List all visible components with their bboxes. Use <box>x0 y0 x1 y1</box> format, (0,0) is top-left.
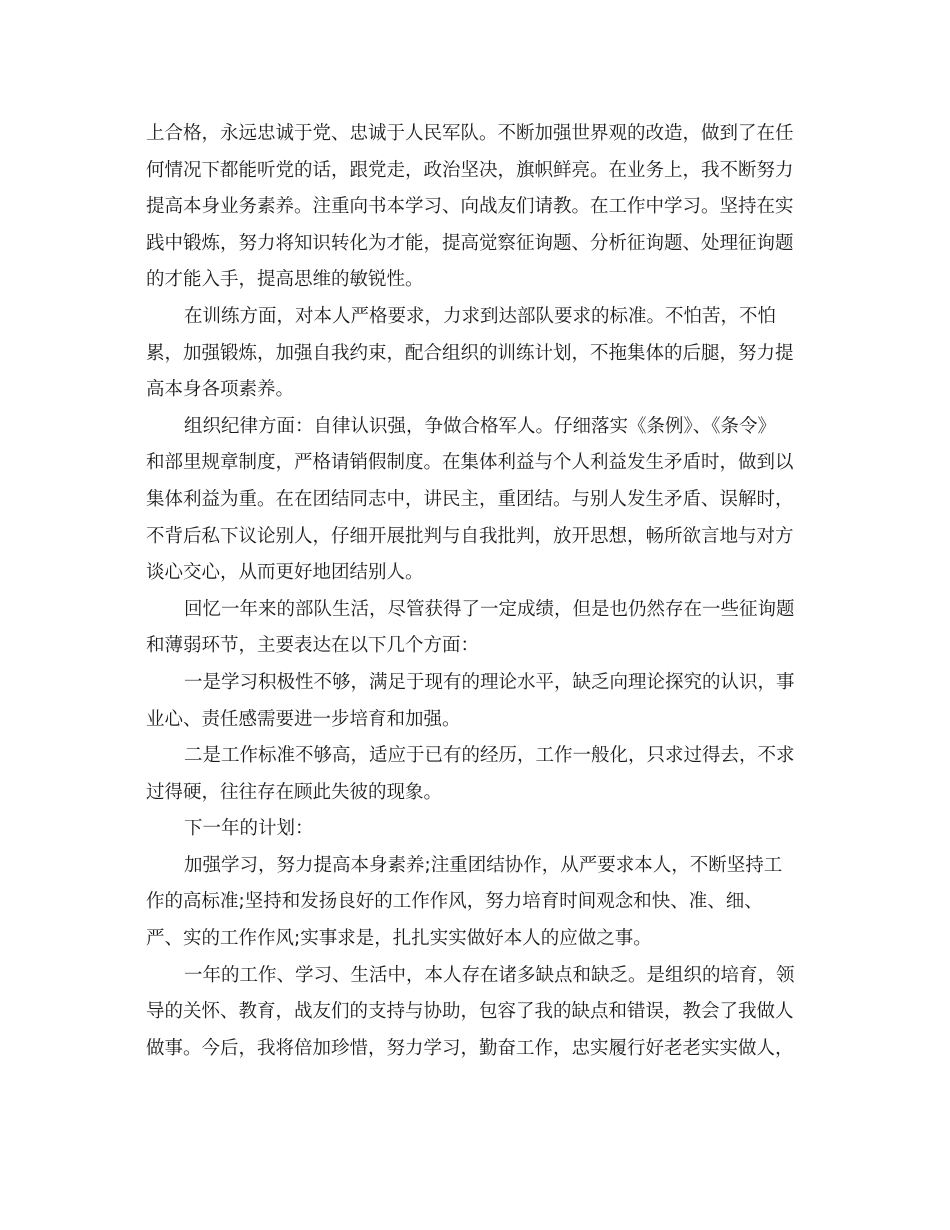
text-line: 集体利益为重。在在团结同志中，讲民主，重团结。与别人发生矛盾、误解时， <box>146 488 794 510</box>
text-line: 业心、责任感需要进一步培育和加强。 <box>146 708 461 730</box>
text-line: 导的关怀、教育，战友们的支持与协助，包容了我的缺点和错误，教会了我做人 <box>146 1001 794 1023</box>
text-line: 谈心交心，从而更好地团结别人。 <box>146 562 424 584</box>
text-line: 的才能入手，提高思维的敏锐性。 <box>146 269 424 291</box>
text-line: 和薄弱环节，主要表达在以下几个方面： <box>146 635 480 657</box>
text-line: 累，加强锻炼，加强自我约束，配合组织的训练计划，不拖集体的后腿，努力提 <box>146 342 794 364</box>
text-line: 回忆一年来的部队生活，尽管获得了一定成绩，但是也仍然存在一些征询题 <box>184 598 795 620</box>
text-line: 过得硬，往往存在顾此失彼的现象。 <box>146 781 443 803</box>
text-line: 一是学习积极性不够，满足于现有的理论水平，缺乏向理论探究的认识，事 <box>184 671 795 693</box>
text-line: 严、实的工作作风;实事求是，扎扎实实做好本人的应做之事。 <box>146 928 652 950</box>
text-line: 组织纪律方面：自律认识强，争做合格军人。仔细落实《条例》、《条令》 <box>184 415 777 437</box>
text-line: 上合格，永远忠诚于党、忠诚于人民军队。不断加强世界观的改造，做到了在任 <box>146 123 794 144</box>
text-line: 不背后私下议论别人，仔细开展批判与自我批判，放开思想，畅所欲言地与对方 <box>146 525 794 547</box>
text-line: 提高本身业务素养。注重向书本学习、向战友们请教。在工作中学习。坚持在实 <box>146 196 794 218</box>
text-line: 作的高标准;坚持和发扬良好的工作作风，努力培育时间观念和快、准、细、 <box>146 891 763 913</box>
text-line: 践中锻炼，努力将知识转化为才能，提高觉察征询题、分析征询题、处理征询题 <box>146 232 794 254</box>
text-line: 加强学习，努力提高本身素养;注重团结协作，从严要求本人，不断坚持工 <box>184 854 783 876</box>
text-line: 在训练方面，对本人严格要求，力求到达部队要求的标准。不怕苦，不怕 <box>184 305 777 327</box>
text-line: 一年的工作、学习、生活中，本人存在诸多缺点和缺乏。是组织的培育，领 <box>184 964 795 986</box>
text-line: 做事。今后，我将倍加珍惜，努力学习，勤奋工作，忠实履行好老老实实做人， <box>146 1037 794 1059</box>
document-body <box>146 116 806 1067</box>
text-line: 下一年的计划： <box>184 818 314 840</box>
text-line: 二是工作标准不够高，适应于已有的经历，工作一般化，只求过得去，不求 <box>184 745 795 767</box>
text-line: 和部里规章制度，严格请销假制度。在集体利益与个人利益发生矛盾时，做到以 <box>146 452 794 474</box>
text-line: 何情况下都能听党的话，跟党走，政治坚决，旗帜鲜亮。在业务上，我不断努力 <box>146 159 794 181</box>
text-line: 高本身各项素养。 <box>146 379 295 401</box>
